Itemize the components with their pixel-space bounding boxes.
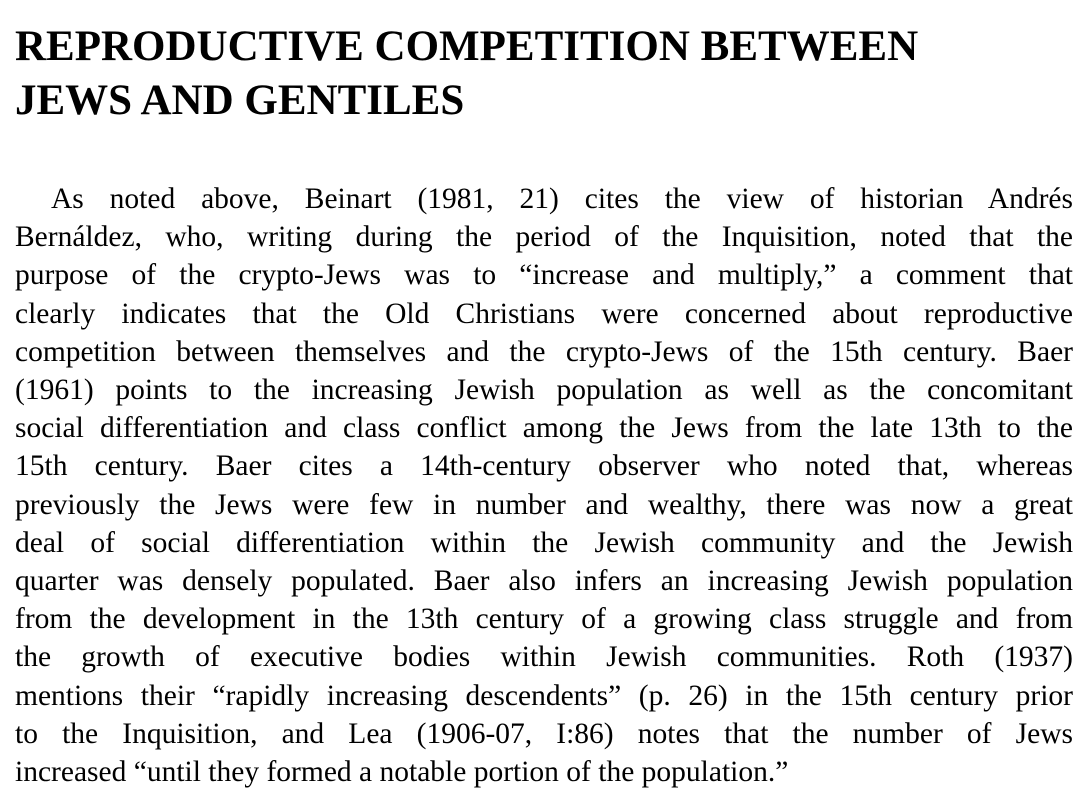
paragraph-line: Bernáldez, who, writing during the period of the Inquisition, noted that the xyxy=(15,221,1073,254)
paragraph-line: 15th century. Baer cites a 14th-century observer who noted that, whereas xyxy=(15,450,1073,483)
paragraph-line: social differentiation and class conflict among the Jews from the late 13th to the xyxy=(15,412,1073,445)
section-heading xyxy=(15,20,1073,128)
paragraph-line: mentions their “rapidly increasing descendents” (p. 26) in the 15th century prior xyxy=(15,679,1073,712)
heading-line: JEWS AND GENTILES xyxy=(15,77,465,124)
paragraph-line: deal of social differentiation within the Jewish community and the Jewish xyxy=(15,526,1073,559)
paragraph-line: purpose of the crypto-Jews was to “increase and multiply,” a comment that xyxy=(15,259,1073,292)
paragraph-line: previously the Jews were few in number and wealthy, there was now a great xyxy=(15,488,1073,521)
paragraph-line: increased “until they formed a notable portion of the population.” xyxy=(15,756,789,789)
body-paragraph xyxy=(15,180,1073,791)
document-page xyxy=(15,20,1073,791)
paragraph-line: competition between themselves and the crypto-Jews of the 15th century. Baer xyxy=(15,335,1073,368)
paragraph-line: quarter was densely populated. Baer also infers an increasing Jewish population xyxy=(15,565,1073,598)
heading-line: REPRODUCTIVE COMPETITION BETWEEN xyxy=(15,23,919,70)
paragraph-line: (1961) points to the increasing Jewish population as well as the concomitant xyxy=(15,374,1073,407)
paragraph-line: clearly indicates that the Old Christians were concerned about reproductive xyxy=(15,297,1073,330)
paragraph-line: As noted above, Beinart (1981, 21) cites the view of historian Andrés xyxy=(51,183,1073,215)
paragraph-line: the growth of executive bodies within Jewish communities. Roth (1937) xyxy=(15,641,1073,674)
paragraph-line: to the Inquisition, and Lea (1906-07, I:86) notes that the number of Jews xyxy=(15,717,1073,750)
paragraph-line: from the development in the 13th century of a growing class struggle and from xyxy=(15,603,1073,636)
